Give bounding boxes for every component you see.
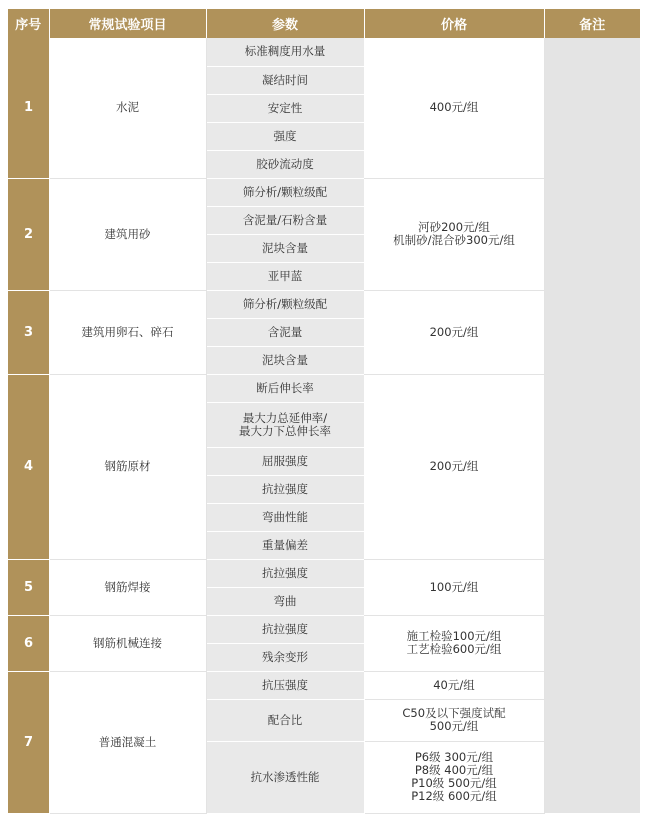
- text-line: 机制砂/混合砂300元/组: [393, 233, 515, 247]
- table-body: [8, 38, 640, 813]
- test-parameter: 抗拉强度: [206, 475, 364, 503]
- price-cell: [364, 178, 544, 290]
- test-item: 钢筋原材: [49, 374, 206, 559]
- row-number: 7: [8, 671, 49, 813]
- test-parameter: 含泥量/石粉含量: [206, 206, 364, 234]
- test-item: 普通混凝土: [49, 671, 206, 813]
- text-line: 40元/组: [433, 677, 475, 692]
- price-cell: [364, 615, 544, 671]
- text-line: 最大力下总伸长率: [239, 423, 331, 438]
- text-line: 河砂200元/组: [418, 220, 490, 234]
- test-parameter: [206, 402, 364, 447]
- test-parameter: 筛分析/颗粒级配: [206, 290, 364, 318]
- text-line: 100元/组: [429, 579, 479, 594]
- header-item: 常规试验项目: [49, 9, 206, 38]
- test-item: 建筑用卵石、碎石: [49, 290, 206, 374]
- table-row: [8, 38, 640, 66]
- test-parameter: 抗拉强度: [206, 559, 364, 587]
- test-parameter: 弯曲性能: [206, 503, 364, 531]
- price-cell: [364, 374, 544, 559]
- text-line: P10级 500元/组: [411, 776, 497, 790]
- test-parameter: 亚甲蓝: [206, 262, 364, 290]
- test-parameter: 筛分析/颗粒级配: [206, 178, 364, 206]
- text-line: 施工检验100元/组: [406, 629, 502, 643]
- test-parameter: 屈服强度: [206, 447, 364, 475]
- price-cell: [364, 38, 544, 178]
- price-cell: [364, 290, 544, 374]
- row-number: 6: [8, 615, 49, 671]
- header-seq: 序号: [8, 9, 49, 38]
- test-parameter: 含泥量: [206, 318, 364, 346]
- test-parameter: 抗水渗透性能: [206, 741, 364, 813]
- test-item: 钢筋焊接: [49, 559, 206, 615]
- text-line: 200元/组: [429, 459, 479, 473]
- row-number: 5: [8, 559, 49, 615]
- table-header-row: [8, 9, 640, 38]
- test-parameter: 弯曲: [206, 587, 364, 615]
- text-line: 最大力总延伸率/: [242, 410, 328, 425]
- test-parameter: 断后伸长率: [206, 374, 364, 402]
- test-price-table: [8, 9, 640, 814]
- header-param: 参数: [206, 9, 364, 38]
- text-line: 500元/组: [429, 719, 479, 733]
- price-cell: [364, 741, 544, 813]
- test-parameter: 泥块含量: [206, 234, 364, 262]
- row-number: 4: [8, 374, 49, 559]
- test-parameter: 标准稠度用水量: [206, 38, 364, 66]
- row-number: 1: [8, 38, 49, 178]
- test-parameter: 强度: [206, 122, 364, 150]
- test-parameter: 残余变形: [206, 643, 364, 671]
- price-cell: [364, 699, 544, 741]
- test-parameter: 安定性: [206, 94, 364, 122]
- price-cell: [364, 671, 544, 699]
- test-parameter: 胶砂流动度: [206, 150, 364, 178]
- text-line: 200元/组: [429, 324, 479, 339]
- test-item: 钢筋机械连接: [49, 615, 206, 671]
- note-column: [544, 38, 640, 813]
- header-note: 备注: [544, 9, 640, 38]
- text-line: P6级 300元/组: [414, 750, 494, 764]
- text-line: P12级 600元/组: [411, 789, 497, 803]
- price-cell: [364, 559, 544, 615]
- test-parameter: 抗压强度: [206, 671, 364, 699]
- text-line: 400元/组: [429, 100, 479, 115]
- test-item: 建筑用砂: [49, 178, 206, 290]
- text-line: C50及以下强度试配: [402, 706, 506, 720]
- header-price: 价格: [364, 9, 544, 38]
- test-item: 水泥: [49, 38, 206, 178]
- text-line: 工艺检验600元/组: [406, 642, 502, 656]
- row-number: 3: [8, 290, 49, 374]
- test-parameter: 泥块含量: [206, 346, 364, 374]
- test-parameter: 重量偏差: [206, 531, 364, 559]
- test-parameter: 抗拉强度: [206, 615, 364, 643]
- text-line: P8级 400元/组: [414, 763, 494, 777]
- test-parameter: 凝结时间: [206, 66, 364, 94]
- row-number: 2: [8, 178, 49, 290]
- test-parameter: 配合比: [206, 699, 364, 741]
